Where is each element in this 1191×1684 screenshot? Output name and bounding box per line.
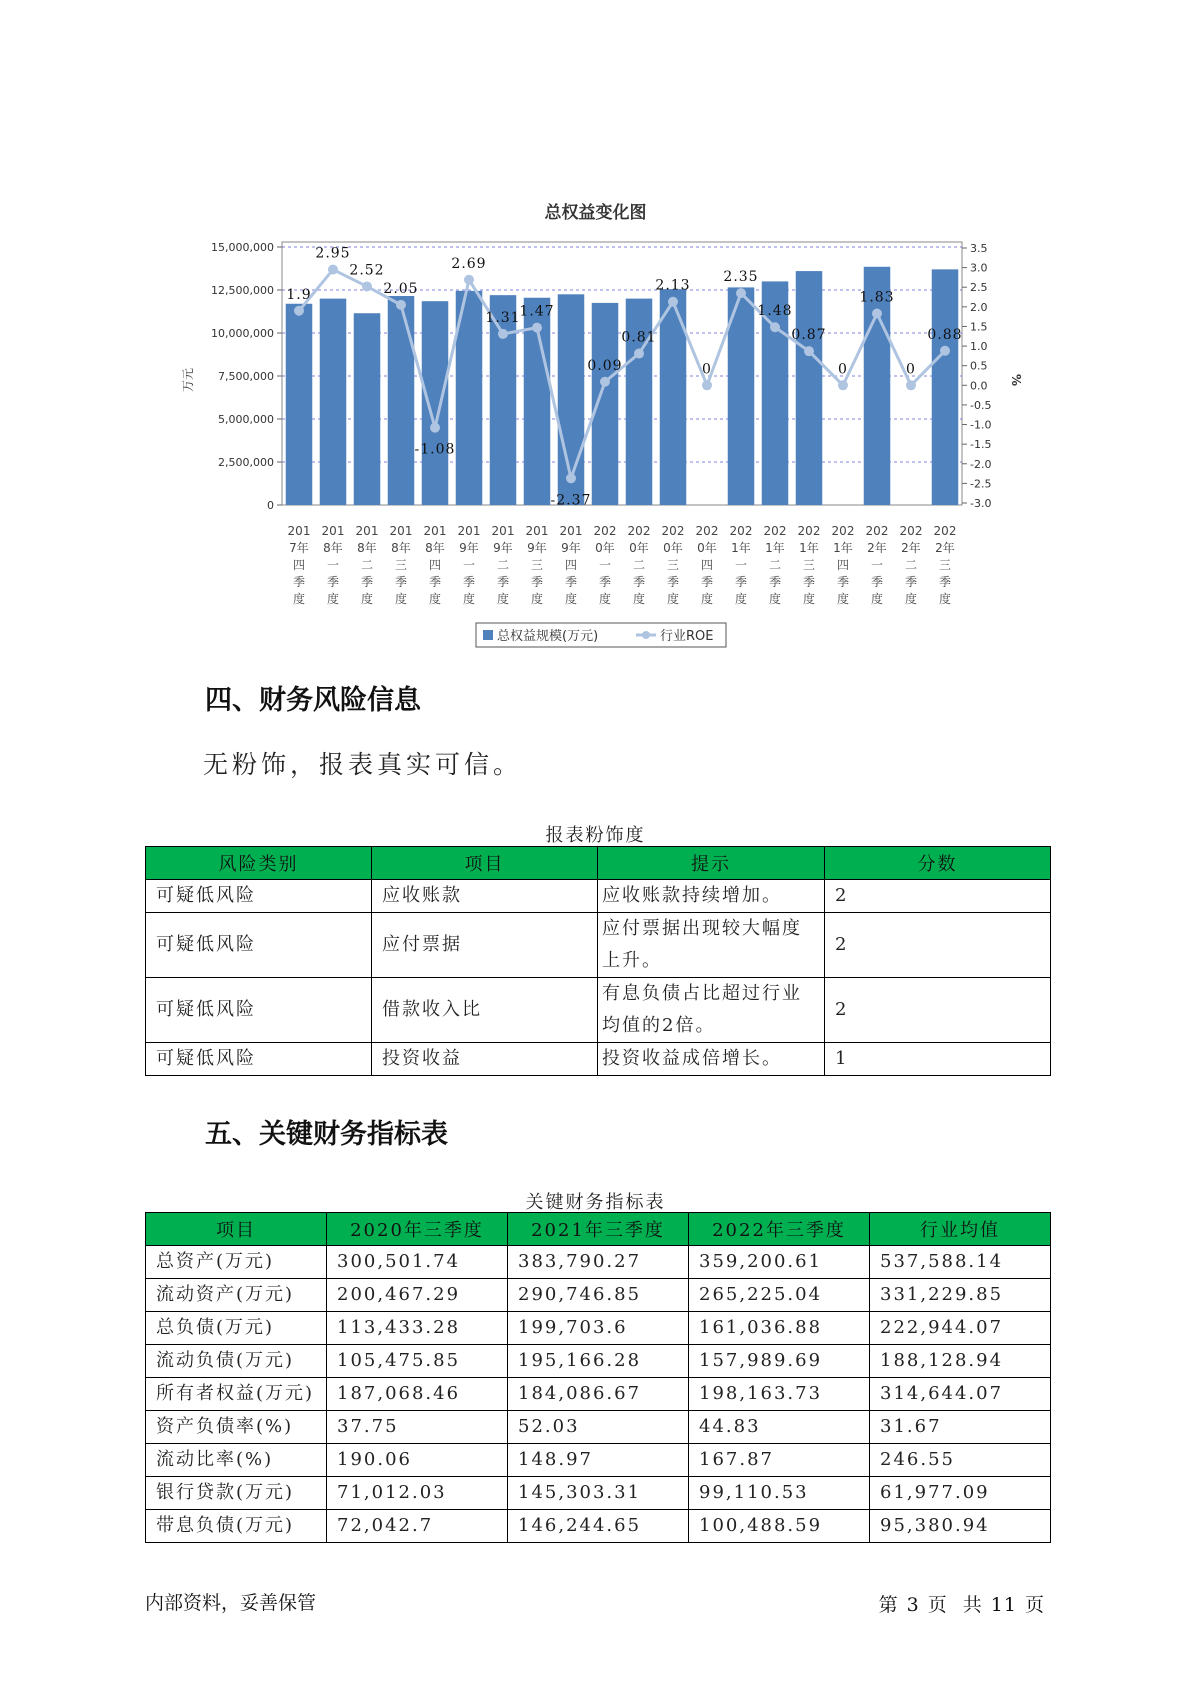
- x-tick-label: 度: [462, 592, 476, 606]
- x-tick-label: 0年: [595, 541, 615, 555]
- left-tick-label: 10,000,000: [211, 327, 274, 340]
- kpi-value: 200,467.29: [327, 1279, 508, 1312]
- x-tick-label: 度: [632, 592, 646, 606]
- kpi-value: 359,200.61: [689, 1246, 870, 1279]
- x-tick-label: 季: [938, 575, 952, 589]
- page-number: [875, 1590, 1049, 1617]
- legend-swatch-point: [642, 631, 650, 639]
- x-tick-label: 三: [938, 558, 952, 572]
- risk-score: 2: [825, 880, 1051, 913]
- bar: [320, 299, 347, 505]
- risk-table-header: [146, 847, 1051, 880]
- roe-data-label: 2.05: [383, 280, 419, 297]
- kpi-value: 31.67: [870, 1411, 1051, 1444]
- table-row: [146, 978, 1051, 1043]
- x-tick-label: 季: [836, 575, 850, 589]
- kpi-value: 246.55: [870, 1444, 1051, 1477]
- roe-point: [498, 329, 508, 339]
- right-tick-label: -2.0: [970, 457, 992, 471]
- kpi-value: 188,128.94: [870, 1345, 1051, 1378]
- roe-point: [430, 423, 440, 433]
- left-axis-title: 万元: [181, 367, 195, 393]
- x-tick-label: 度: [496, 592, 510, 606]
- roe-point: [770, 322, 780, 332]
- kpi-value: 157,989.69: [689, 1345, 870, 1378]
- x-tick-label: 1年: [799, 541, 819, 555]
- roe-point: [362, 281, 372, 291]
- kpi-label: 资产负债率(%): [146, 1411, 327, 1444]
- header-cell: 2020年三季度: [327, 1213, 508, 1246]
- x-tick-label: 一: [462, 558, 476, 572]
- table-row: [146, 1043, 1051, 1076]
- kpi-label: 带息负债(万元): [146, 1510, 327, 1543]
- left-tick-label: 5,000,000: [218, 413, 274, 426]
- x-tick-label: 三: [802, 558, 816, 572]
- x-tick-label: 9年: [493, 541, 513, 555]
- x-tick-label: 二: [496, 558, 510, 572]
- roe-data-label: 1.31: [485, 309, 521, 326]
- left-tick-label: 2,500,000: [218, 456, 274, 469]
- x-tick-label: 1年: [765, 541, 785, 555]
- risk-category: 可疑低风险: [146, 913, 372, 978]
- header-cell: 2021年三季度: [508, 1213, 689, 1246]
- roe-point: [702, 380, 712, 390]
- x-tick-label: 9年: [561, 541, 581, 555]
- x-tick-label: 201: [321, 524, 345, 538]
- kpi-table-caption: 关键财务指标表: [525, 1192, 666, 1213]
- x-tick-label: 202: [661, 524, 685, 538]
- bar: [422, 301, 449, 505]
- roe-data-label: 0.87: [791, 327, 827, 344]
- kpi-label: 总负债(万元): [146, 1312, 327, 1345]
- kpi-value: 146,244.65: [508, 1510, 689, 1543]
- x-tick-label: 三: [394, 558, 408, 572]
- roe-data-label: 2.69: [451, 255, 487, 272]
- table-row: [146, 913, 1051, 978]
- x-tick-label: 四: [564, 558, 578, 572]
- x-tick-label: 8年: [357, 541, 377, 555]
- x-tick-label: 季: [734, 575, 748, 589]
- header-cell: 行业均值: [870, 1213, 1051, 1246]
- x-tick-label: 8年: [323, 541, 343, 555]
- risk-tip: 投资收益成倍增长。: [598, 1043, 825, 1076]
- header-cell: 分数: [825, 847, 1051, 880]
- kpi-value: 71,012.03: [327, 1477, 508, 1510]
- roe-data-label: -2.37: [550, 492, 592, 509]
- kpi-label: 所有者权益(万元): [146, 1378, 327, 1411]
- header-cell: 项目: [146, 1213, 327, 1246]
- equity-chart: [170, 230, 1030, 650]
- x-tick-label: 季: [700, 575, 714, 589]
- x-tick-label: 季: [632, 575, 646, 589]
- x-tick-label: 202: [695, 524, 719, 538]
- x-tick-label: 201: [423, 524, 447, 538]
- roe-data-label: 0.81: [621, 329, 657, 346]
- x-tick-label: 7年: [289, 541, 309, 555]
- risk-table: [145, 846, 1051, 1076]
- kpi-value: 314,644.07: [870, 1378, 1051, 1411]
- x-tick-label: 度: [734, 592, 748, 606]
- section4-heading: 四、财务风险信息: [205, 685, 421, 716]
- left-tick-label: 7,500,000: [218, 370, 274, 383]
- kpi-value: 113,433.28: [327, 1312, 508, 1345]
- kpi-value: 145,303.31: [508, 1477, 689, 1510]
- risk-tip: 有息负债占比超过行业均值的2倍。: [598, 978, 825, 1043]
- kpi-value: 184,086.67: [508, 1378, 689, 1411]
- table-row: [146, 1312, 1051, 1345]
- x-tick-label: 一: [734, 558, 748, 572]
- kpi-value: 148.97: [508, 1444, 689, 1477]
- roe-point: [872, 309, 882, 319]
- x-tick-label: 季: [802, 575, 816, 589]
- kpi-value: 190.06: [327, 1444, 508, 1477]
- x-tick-label: 202: [899, 524, 923, 538]
- risk-item: 投资收益: [372, 1043, 598, 1076]
- x-tick-label: 1年: [731, 541, 751, 555]
- roe-point: [396, 300, 406, 310]
- x-tick-label: 9年: [527, 541, 547, 555]
- kpi-value: 331,229.85: [870, 1279, 1051, 1312]
- x-tick-label: 度: [428, 592, 442, 606]
- roe-point: [634, 349, 644, 359]
- kpi-value: 167.87: [689, 1444, 870, 1477]
- kpi-value: 290,746.85: [508, 1279, 689, 1312]
- x-tick-label: 度: [666, 592, 680, 606]
- x-tick-label: 度: [836, 592, 850, 606]
- x-tick-label: 202: [797, 524, 821, 538]
- x-tick-label: 202: [593, 524, 617, 538]
- x-tick-label: 202: [865, 524, 889, 538]
- header-cell: 提示: [598, 847, 825, 880]
- x-tick-label: 四: [292, 558, 306, 572]
- x-tick-label: 201: [559, 524, 583, 538]
- right-tick-label: 2.5: [970, 281, 988, 295]
- right-tick-label: -1.5: [970, 438, 992, 452]
- left-tick-label: 15,000,000: [211, 241, 274, 254]
- kpi-value: 61,977.09: [870, 1477, 1051, 1510]
- kpi-label: 流动资产(万元): [146, 1279, 327, 1312]
- x-tick-label: 度: [904, 592, 918, 606]
- kpi-value: 265,225.04: [689, 1279, 870, 1312]
- kpi-value: 199,703.6: [508, 1312, 689, 1345]
- x-tick-label: 季: [360, 575, 374, 589]
- x-tick-label: 2年: [901, 541, 921, 555]
- footer-confidential: 内部资料，妥善保管: [145, 1592, 317, 1614]
- x-tick-label: 季: [904, 575, 918, 589]
- bar: [286, 304, 313, 505]
- section4-paragraph: 无粉饰，报表真实可信。: [203, 750, 523, 779]
- page-current: 3: [906, 1594, 920, 1616]
- table-row: [146, 1411, 1051, 1444]
- risk-category: 可疑低风险: [146, 1043, 372, 1076]
- roe-data-label: 1.48: [757, 303, 793, 320]
- bar: [388, 296, 415, 505]
- x-tick-label: 201: [457, 524, 481, 538]
- roe-point: [668, 297, 678, 307]
- bar: [796, 271, 823, 505]
- x-tick-label: 三: [530, 558, 544, 572]
- risk-item: 应收账款: [372, 880, 598, 913]
- x-tick-label: 四: [836, 558, 850, 572]
- roe-data-label: 2.52: [349, 262, 385, 279]
- table-row: [146, 1444, 1051, 1477]
- roe-point: [736, 288, 746, 298]
- x-tick-label: 1年: [833, 541, 853, 555]
- roe-point: [294, 306, 304, 316]
- risk-score: 1: [825, 1043, 1051, 1076]
- roe-data-label: 0.88: [927, 326, 963, 343]
- x-tick-label: 一: [326, 558, 340, 572]
- x-tick-label: 度: [768, 592, 782, 606]
- x-tick-label: 0年: [697, 541, 717, 555]
- x-tick-label: 度: [326, 592, 340, 606]
- x-tick-label: 202: [763, 524, 787, 538]
- risk-tip: 应收账款持续增加。: [598, 880, 825, 913]
- roe-data-label: 2.95: [315, 245, 351, 262]
- table-row: [146, 1378, 1051, 1411]
- roe-point: [804, 346, 814, 356]
- kpi-value: 100,488.59: [689, 1510, 870, 1543]
- risk-item: 借款收入比: [372, 978, 598, 1043]
- x-tick-label: 季: [530, 575, 544, 589]
- x-tick-label: 201: [491, 524, 515, 538]
- legend-swatch-bar: [483, 630, 493, 640]
- page-mid: 页: [927, 1594, 948, 1616]
- x-tick-label: 202: [729, 524, 753, 538]
- x-tick-label: 201: [389, 524, 413, 538]
- table-row: [146, 1477, 1051, 1510]
- kpi-label: 流动负债(万元): [146, 1345, 327, 1378]
- kpi-value: 99,110.53: [689, 1477, 870, 1510]
- x-tick-label: 度: [870, 592, 884, 606]
- kpi-value: 222,944.07: [870, 1312, 1051, 1345]
- kpi-value: 72,042.7: [327, 1510, 508, 1543]
- x-tick-label: 度: [564, 592, 578, 606]
- x-tick-label: 202: [627, 524, 651, 538]
- legend-label-line: 行业ROE: [660, 629, 714, 644]
- roe-point: [838, 380, 848, 390]
- x-tick-label: 季: [870, 575, 884, 589]
- right-tick-label: 2.0: [970, 300, 988, 314]
- header-cell: 风险类别: [146, 847, 372, 880]
- risk-score: 2: [825, 913, 1051, 978]
- right-tick-label: -3.0: [970, 497, 992, 510]
- x-tick-label: 度: [598, 592, 612, 606]
- kpi-value: 52.03: [508, 1411, 689, 1444]
- roe-data-label: 0: [702, 361, 712, 378]
- right-tick-label: 1.5: [970, 320, 988, 334]
- bar: [354, 313, 381, 505]
- table-row: [146, 880, 1051, 913]
- x-tick-label: 季: [326, 575, 340, 589]
- kpi-value: 95,380.94: [870, 1510, 1051, 1543]
- x-tick-label: 0年: [663, 541, 683, 555]
- kpi-label: 流动比率(%): [146, 1444, 327, 1477]
- x-tick-label: 2年: [867, 541, 887, 555]
- roe-data-label: 1.9: [286, 286, 312, 303]
- bar: [932, 269, 959, 505]
- risk-category: 可疑低风险: [146, 978, 372, 1043]
- chart-title: 总权益变化图: [544, 203, 647, 223]
- roe-data-label: 2.35: [723, 269, 759, 286]
- kpi-table-header: [146, 1213, 1051, 1246]
- x-tick-label: 9年: [459, 541, 479, 555]
- x-tick-label: 201: [525, 524, 549, 538]
- x-tick-label: 季: [394, 575, 408, 589]
- x-tick-label: 四: [700, 558, 714, 572]
- x-tick-label: 2年: [935, 541, 955, 555]
- right-tick-label: 1.0: [970, 340, 988, 354]
- roe-point: [328, 265, 338, 275]
- roe-data-label: 0: [906, 361, 916, 378]
- right-tick-label: 0.0: [970, 379, 988, 393]
- x-tick-label: 度: [360, 592, 374, 606]
- roe-data-label: 1.83: [859, 289, 895, 306]
- right-tick-label: -1.0: [970, 418, 992, 432]
- kpi-value: 383,790.27: [508, 1246, 689, 1279]
- kpi-value: 161,036.88: [689, 1312, 870, 1345]
- page-total: 11: [990, 1594, 1017, 1616]
- kpi-value: 105,475.85: [327, 1345, 508, 1378]
- roe-point: [600, 377, 610, 387]
- table-row: [146, 1279, 1051, 1312]
- header-cell: 项目: [372, 847, 598, 880]
- x-tick-label: 季: [666, 575, 680, 589]
- right-tick-label: -0.5: [970, 398, 992, 412]
- x-tick-label: 202: [831, 524, 855, 538]
- x-tick-label: 一: [598, 558, 612, 572]
- roe-point: [906, 380, 916, 390]
- x-tick-label: 二: [768, 558, 782, 572]
- page-total-suffix: 页: [1024, 1594, 1045, 1616]
- left-tick-label: 0: [267, 499, 274, 512]
- right-tick-label: 3.5: [970, 242, 988, 255]
- x-tick-label: 四: [428, 558, 442, 572]
- kpi-value: 198,163.73: [689, 1378, 870, 1411]
- header-cell: 2022年三季度: [689, 1213, 870, 1246]
- bar: [490, 295, 517, 505]
- x-tick-label: 度: [802, 592, 816, 606]
- x-tick-label: 二: [632, 558, 646, 572]
- right-tick-label: 3.0: [970, 261, 988, 275]
- right-tick-label: -2.5: [970, 477, 992, 491]
- right-tick-label: 0.5: [970, 359, 988, 373]
- roe-point: [940, 346, 950, 356]
- kpi-value: 537,588.14: [870, 1246, 1051, 1279]
- x-tick-label: 二: [904, 558, 918, 572]
- kpi-label: 银行贷款(万元): [146, 1477, 327, 1510]
- roe-data-label: 1.47: [519, 303, 555, 320]
- page-prefix: 第: [878, 1594, 899, 1616]
- roe-point: [532, 323, 542, 333]
- x-tick-label: 度: [394, 592, 408, 606]
- right-axis-title: %: [1009, 373, 1023, 387]
- legend-label-bar: 总权益规模(万元): [497, 629, 599, 644]
- table-row: [146, 1510, 1051, 1543]
- kpi-value: 187,068.46: [327, 1378, 508, 1411]
- kpi-value: 195,166.28: [508, 1345, 689, 1378]
- x-tick-label: 季: [768, 575, 782, 589]
- table-row: [146, 1246, 1051, 1279]
- x-tick-label: 季: [462, 575, 476, 589]
- page-total-prefix: 共: [962, 1594, 983, 1616]
- roe-data-label: -1.08: [414, 441, 456, 458]
- risk-category: 可疑低风险: [146, 880, 372, 913]
- risk-table-caption: 报表粉饰度: [545, 825, 646, 846]
- kpi-value: 37.75: [327, 1411, 508, 1444]
- table-row: [146, 1345, 1051, 1378]
- x-tick-label: 8年: [391, 541, 411, 555]
- kpi-value: 44.83: [689, 1411, 870, 1444]
- x-tick-label: 二: [360, 558, 374, 572]
- kpi-value: 300,501.74: [327, 1246, 508, 1279]
- x-tick-label: 202: [933, 524, 957, 538]
- x-tick-label: 季: [496, 575, 510, 589]
- roe-data-label: 2.13: [655, 277, 691, 294]
- x-tick-label: 三: [666, 558, 680, 572]
- section5-heading: 五、关键财务指标表: [205, 1119, 448, 1150]
- x-tick-label: 一: [870, 558, 884, 572]
- kpi-table: [145, 1212, 1051, 1543]
- x-tick-label: 季: [428, 575, 442, 589]
- left-tick-label: 12,500,000: [211, 284, 274, 297]
- x-tick-label: 度: [938, 592, 952, 606]
- kpi-label: 总资产(万元): [146, 1246, 327, 1279]
- risk-score: 2: [825, 978, 1051, 1043]
- roe-point: [566, 473, 576, 483]
- x-tick-label: 0年: [629, 541, 649, 555]
- x-tick-label: 度: [292, 592, 306, 606]
- x-tick-label: 度: [530, 592, 544, 606]
- x-tick-label: 201: [355, 524, 379, 538]
- roe-point: [464, 275, 474, 285]
- x-tick-label: 季: [598, 575, 612, 589]
- x-tick-label: 度: [700, 592, 714, 606]
- x-tick-label: 8年: [425, 541, 445, 555]
- x-tick-label: 季: [292, 575, 306, 589]
- roe-data-label: 0.09: [587, 357, 623, 374]
- roe-data-label: 0: [838, 361, 848, 378]
- x-tick-label: 201: [287, 524, 311, 538]
- risk-tip: 应付票据出现较大幅度上升。: [598, 913, 825, 978]
- x-tick-label: 季: [564, 575, 578, 589]
- risk-item: 应付票据: [372, 913, 598, 978]
